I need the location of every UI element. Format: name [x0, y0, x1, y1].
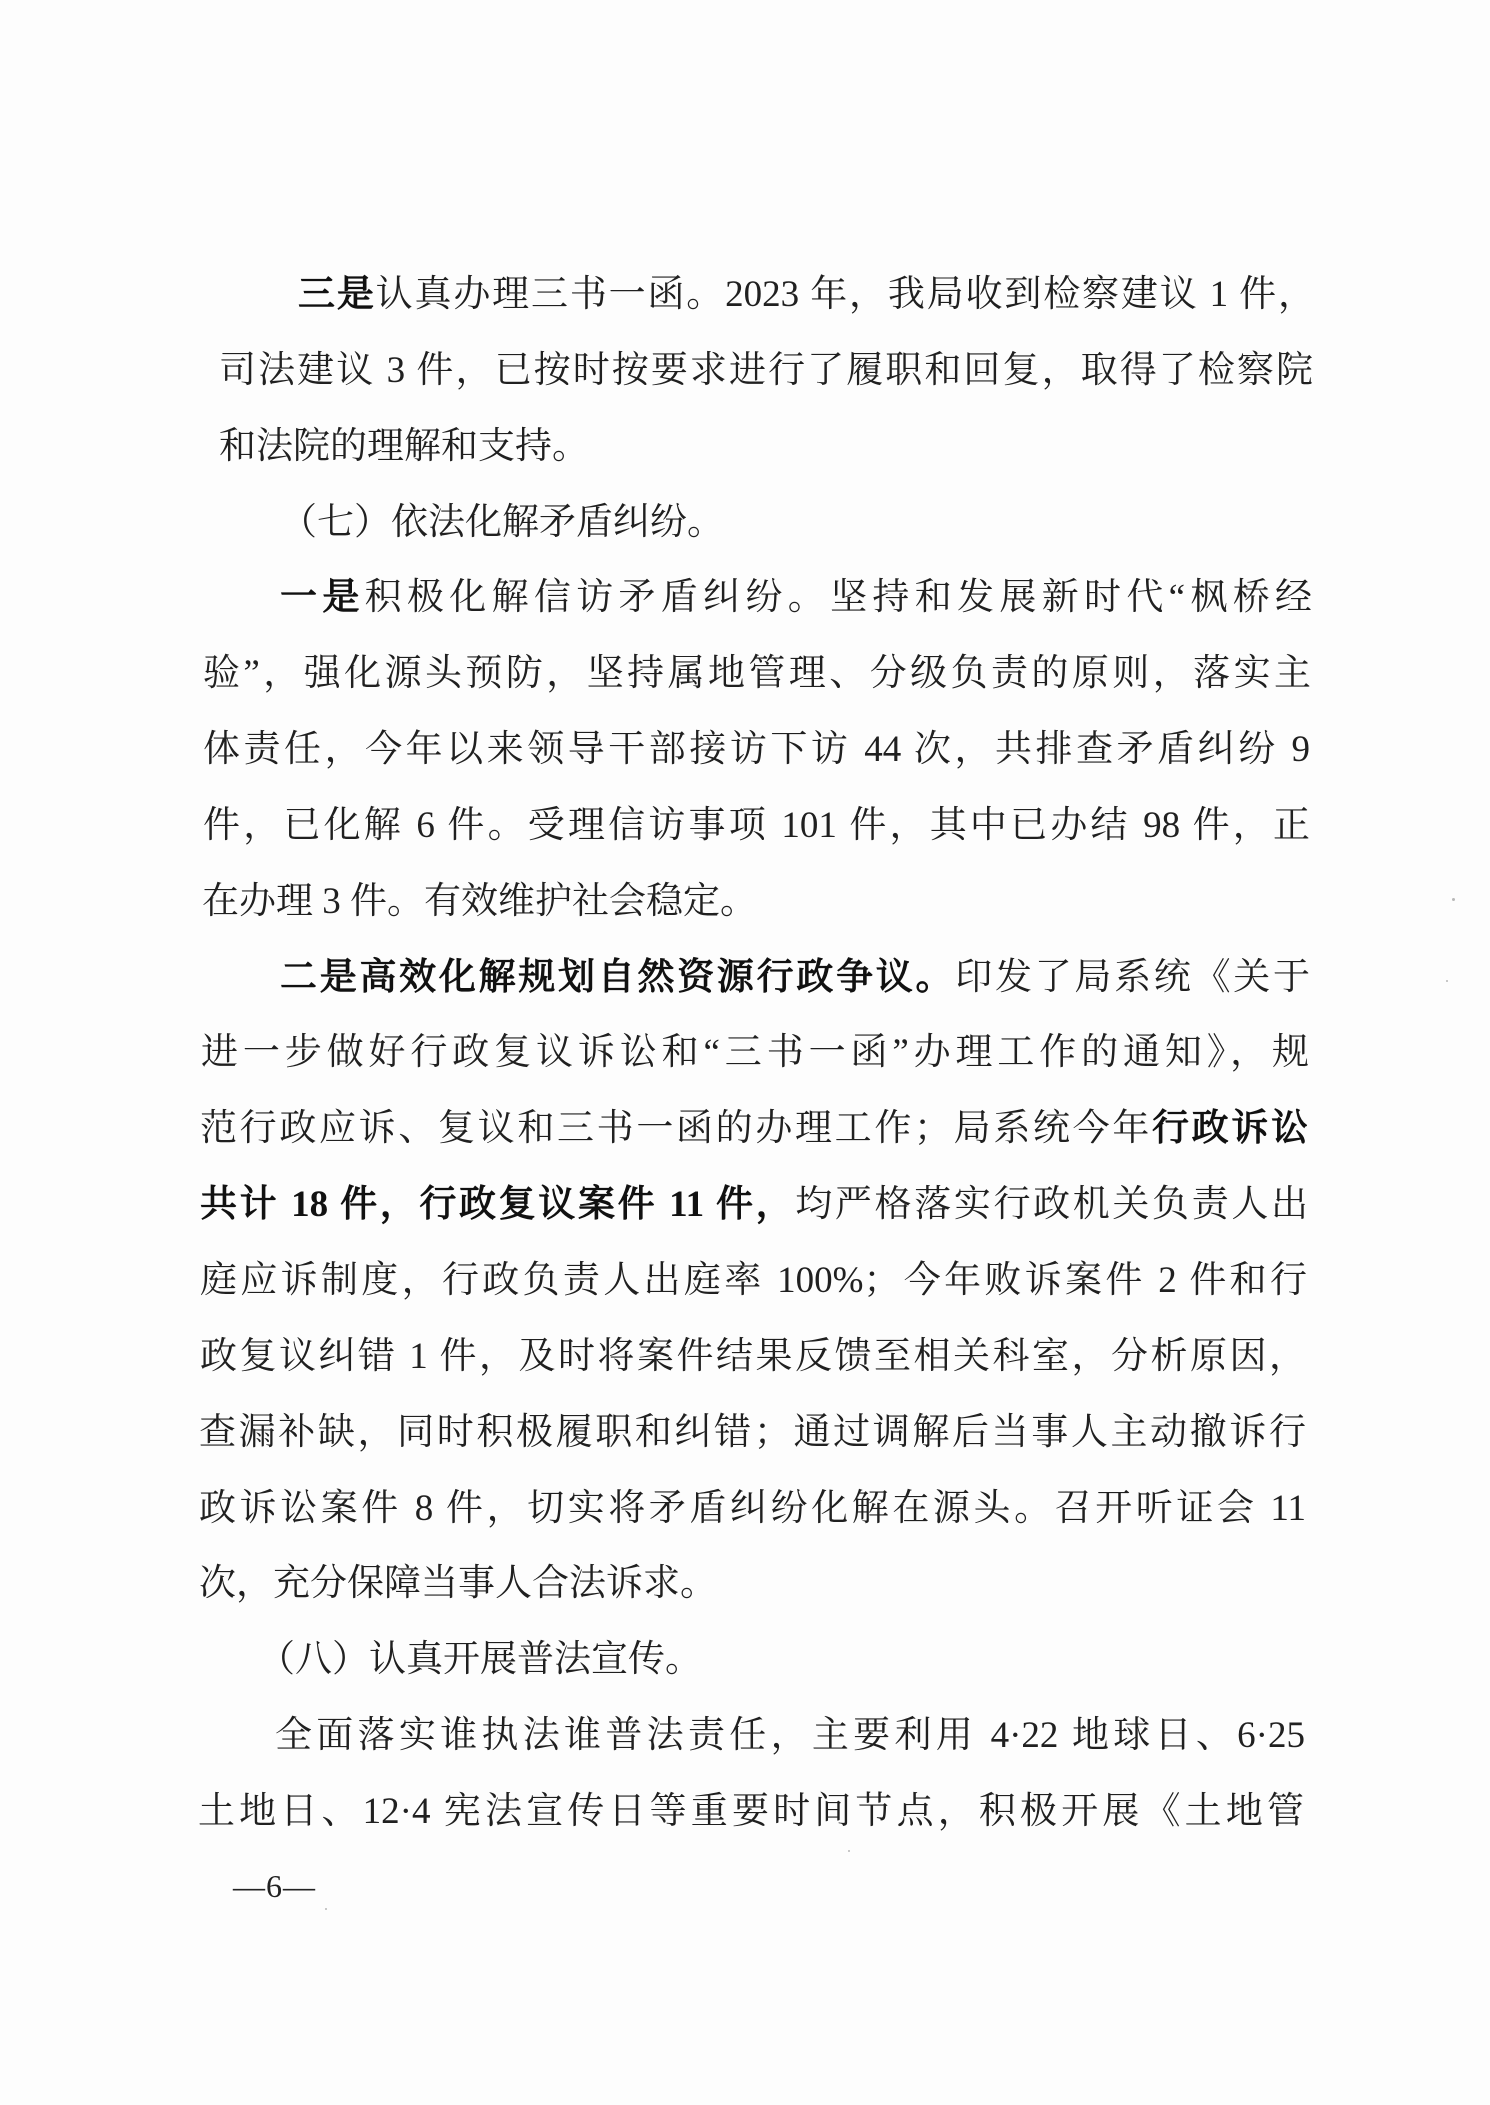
- text-line: [203, 636, 1311, 712]
- text-run: 体责任，今年以来领导干部接访下访 44 次，共排查矛盾纠纷 9: [203, 729, 1310, 771]
- text-run: 查漏补缺，同时积极履职和纠错；通过调解后当事人主动撤诉行: [199, 1411, 1306, 1453]
- text-line: [203, 788, 1310, 864]
- scan-speck: [1452, 898, 1455, 901]
- bold-lead: 二是高效化解规划自然资源行政争议。: [280, 956, 956, 998]
- bold-lead: 一是: [280, 577, 365, 619]
- text-run: 政复议纠错 1 件，及时将案件结果反馈至相关科室，分析原因，: [200, 1335, 1306, 1377]
- text-line: [298, 257, 1315, 333]
- text-line: [219, 409, 1313, 485]
- text-line: [200, 1091, 1308, 1167]
- text-run: 司法建议 3 件，已按时按要求进行了履职和回复，取得了检察院: [219, 349, 1313, 391]
- text-line: [198, 1774, 1304, 1850]
- text-run: 积极化解信访矛盾纠纷。坚持和发展新时代“枫桥经: [364, 577, 1313, 619]
- text-line: [200, 1167, 1308, 1243]
- text-run: 进一步做好行政复议诉讼和“三书一函”办理工作的通知》，规: [201, 1032, 1309, 1074]
- text-line: [199, 1546, 1306, 1622]
- text-line: [202, 864, 1309, 940]
- text-run: 印发了局系统《关于: [955, 956, 1311, 998]
- text-line: [199, 1471, 1306, 1547]
- text-run: 政诉讼案件 8 件，切实将矛盾纠纷化解在源头。召开听证会 11: [199, 1487, 1306, 1529]
- text-line: [200, 1319, 1306, 1395]
- text-run: 土地日、12·4 宪法宣传日等重要时间节点，积极开展《土地管: [198, 1790, 1304, 1832]
- text-line: [280, 940, 1310, 1016]
- text-line: [200, 1243, 1307, 1319]
- text-run: 全面落实谁执法谁普法责任，主要利用 4·22 地球日、6·25: [275, 1715, 1305, 1757]
- scan-speck: [848, 1850, 850, 1852]
- bold-lead: 三是: [298, 274, 376, 315]
- text-line: [199, 1395, 1306, 1471]
- text-run: 验”，强化源头预防，坚持属地管理、分级负责的原则，落实主: [203, 653, 1311, 695]
- text-run: 次，充分保障当事人合法诉求。: [199, 1563, 717, 1605]
- text-line: [203, 712, 1310, 788]
- section-heading: [280, 485, 1310, 561]
- section-heading: [258, 1622, 1298, 1698]
- scan-speck: [325, 1908, 327, 1910]
- text-line: [275, 1698, 1305, 1774]
- text-line: [219, 333, 1313, 409]
- page-number: —6—: [233, 1868, 316, 1904]
- bold-run: 行政诉讼: [1152, 1108, 1308, 1150]
- text-line: [280, 560, 1312, 636]
- text-run: 件，已化解 6 件。受理信访事项 101 件，其中已办结 98 件，正: [203, 804, 1310, 846]
- text-run: 在办理 3 件。有效维护社会稳定。: [202, 880, 757, 922]
- bold-run: 共计 18 件，行政复议案件 11 件，: [200, 1184, 796, 1226]
- text-run: 和法院的理解和支持。: [219, 425, 589, 467]
- text-run: 范行政应诉、复议和三书一函的办理工作；局系统今年: [200, 1108, 1152, 1150]
- text-run: 认真办理三书一函。2023 年，我局收到检察建议 1 件，: [375, 274, 1316, 315]
- text-line: [201, 1015, 1309, 1091]
- text-run: （八）认真开展普法宣传。: [258, 1639, 702, 1681]
- body-text: [0, 257, 1490, 1850]
- text-run: 均严格落实行政机关负责人出: [795, 1184, 1308, 1226]
- text-run: 庭应诉制度，行政负责人出庭率 100%；今年败诉案件 2 件和行: [200, 1259, 1307, 1301]
- text-run: （七）依法化解矛盾纠纷。: [280, 501, 724, 543]
- scan-speck: [1446, 980, 1448, 982]
